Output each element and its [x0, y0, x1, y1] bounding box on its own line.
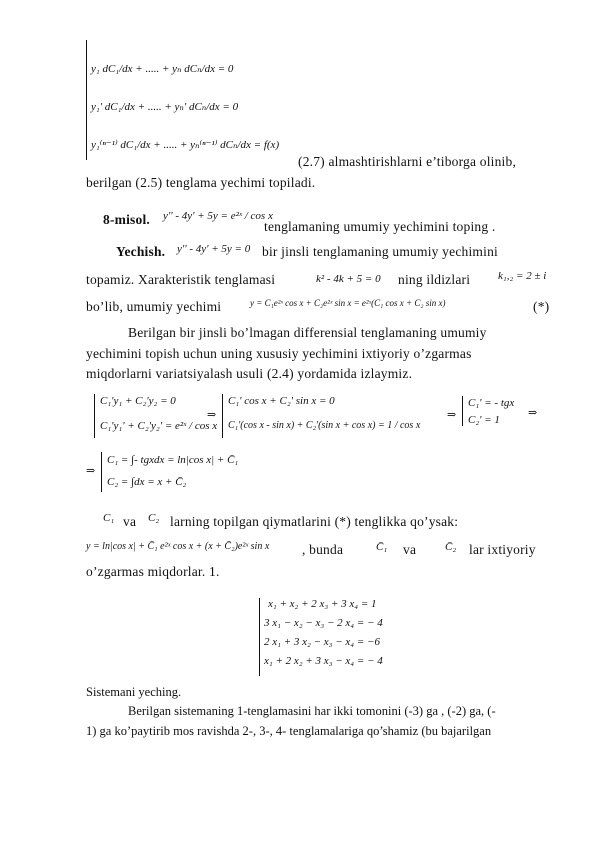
system-1-row-1: y₁ dC₁/dx + ..... + yₙ dCₙ/dx = 0 [91, 63, 234, 75]
system-3-row-2: C₂ = ∫dx = x + C̄₂ [107, 476, 187, 488]
system-4-row-1: x₁ + x₂ + 2 x₃ + 3 x₄ = 1 [268, 598, 377, 610]
system-3-row-1: C₁ = ∫- tgxdx = ln|cos x| + C̄₁ [107, 454, 239, 466]
final-c1: C̄₁ [376, 541, 388, 553]
footer-line-3: 1) ga ko’paytirib mos ravishda 2-, 3-, 4- tenglamalariga qo’shamiz (bu bajarilgan [86, 724, 492, 738]
system-2a-row-1: C₁'y₁ + C₂'y₂ = 0 [100, 395, 176, 407]
general-solution: y = C₁e²ˣ cos x + C₂e²ˣ sin x = e²ˣ(C₁ cos x + C₂ sin x) [250, 298, 446, 308]
implication-arrow-1: ⇒ [207, 409, 217, 421]
system-1-row-3: y₁⁽ⁿ⁻¹⁾ dC₁/dx + ..... + yₙ⁽ⁿ⁻¹⁾ dCₙ/dx = f(x) [91, 139, 280, 151]
system-4-brace [259, 598, 260, 676]
para-2-line-3: miqdorlarni variatsiyalash usuli (2.4) yordamida izlaymiz. [86, 366, 413, 381]
system-2c-brace [462, 396, 463, 426]
final-formula: y = ln|cos x| + C̄₁ e²ˣ cos x + (x + C̄₂)e²ˣ sin x [86, 541, 270, 552]
subst-c1: C₁ [103, 512, 115, 524]
final-va: va [403, 542, 417, 557]
system-2b-brace [222, 394, 223, 438]
system-2a-brace [94, 394, 95, 438]
system-2c-row-2: C₂' = 1 [468, 414, 500, 426]
system-1-brace [86, 40, 87, 160]
system-4-row-4: x₁ + 2 x₂ + 3 x₃ − x₄ = − 4 [264, 655, 383, 667]
example-text: tenglamaning umumiy yechimini toping . [264, 219, 496, 234]
solution-text-1: bir jinsli tenglamaning umumiy yechimini [262, 244, 498, 259]
system-4-row-3: 2 x₁ + 3 x₂ − x₃ − x₄ = −6 [264, 636, 380, 648]
solution-text-2a: topamiz. Xarakteristik tenglamasi [86, 272, 276, 287]
final-c2: C̄₂ [445, 541, 457, 553]
solution-text-2b: ning ildizlari [398, 272, 471, 287]
para-1-line-2: berilgan (2.5) tenglama yechimi topiladi. [86, 175, 316, 190]
characteristic-equation: k² - 4k + 5 = 0 [316, 273, 381, 285]
para-2-line-1: Berilgan bir jinsli bo’lmagan differensial tenglamaning umumiy [128, 325, 487, 340]
system-2c-row-1: C₁' = - tgx [468, 397, 515, 409]
footer-line-2: Berilgan sistemaning 1-tenglamasini har ikki tomonini (-3) ga , (-2) ga, (- [128, 704, 496, 718]
example-equation: y'' - 4y' + 5y = e²ˣ / cos x [163, 210, 273, 222]
subst-c2: C₂ [148, 512, 160, 524]
system-3-brace [101, 452, 102, 492]
system-1-row-2: y₁' dC₁/dx + ..... + yₙ' dCₙ/dx = 0 [91, 101, 239, 113]
final-text-2: lar ixtiyoriy [469, 542, 536, 557]
system-4-row-2: 3 x₁ − x₂ − x₃ − 2 x₄ = − 4 [264, 617, 383, 629]
implication-arrow-4: ⇒ [86, 465, 96, 477]
solution-text-3a: bo’lib, umumiy yechimi [86, 299, 222, 314]
final-line-2: o’zgarmas miqdorlar. 1. [86, 564, 220, 579]
subst-va: va [123, 514, 137, 529]
para-2-line-2: yechimini topish uchun uning xususiy yechimini ixtiyoriy o’zgarmas [86, 346, 472, 361]
footer-line-1: Sistemani yeching. [86, 685, 182, 699]
final-text-1: , bunda [302, 542, 344, 557]
homogeneous-equation: y'' - 4y' + 5y = 0 [177, 243, 251, 255]
implication-arrow-2: ⇒ [447, 409, 457, 421]
example-label: 8-misol. [103, 212, 150, 227]
star-label: (*) [533, 299, 550, 314]
roots: k₁,₂ = 2 ± i [498, 270, 547, 282]
subst-text: larning topilgan qiymatlarini (*) tenglikka qo’ysak: [170, 514, 459, 529]
solution-label: Yechish. [116, 244, 166, 259]
system-2b-row-2: C₁'(cos x - sin x) + C₂'(sin x + cos x) = 1 / cos x [228, 420, 421, 431]
implication-arrow-3: ⇒ [528, 407, 538, 419]
system-2b-row-1: C₁' cos x + C₂' sin x = 0 [228, 395, 335, 407]
system-2a-row-2: C₁'y₁' + C₂'y₂' = e²ˣ / cos x [100, 420, 218, 432]
para-1-end: (2.7) almashtirishlarni e’tiborga olinib, [298, 154, 517, 169]
